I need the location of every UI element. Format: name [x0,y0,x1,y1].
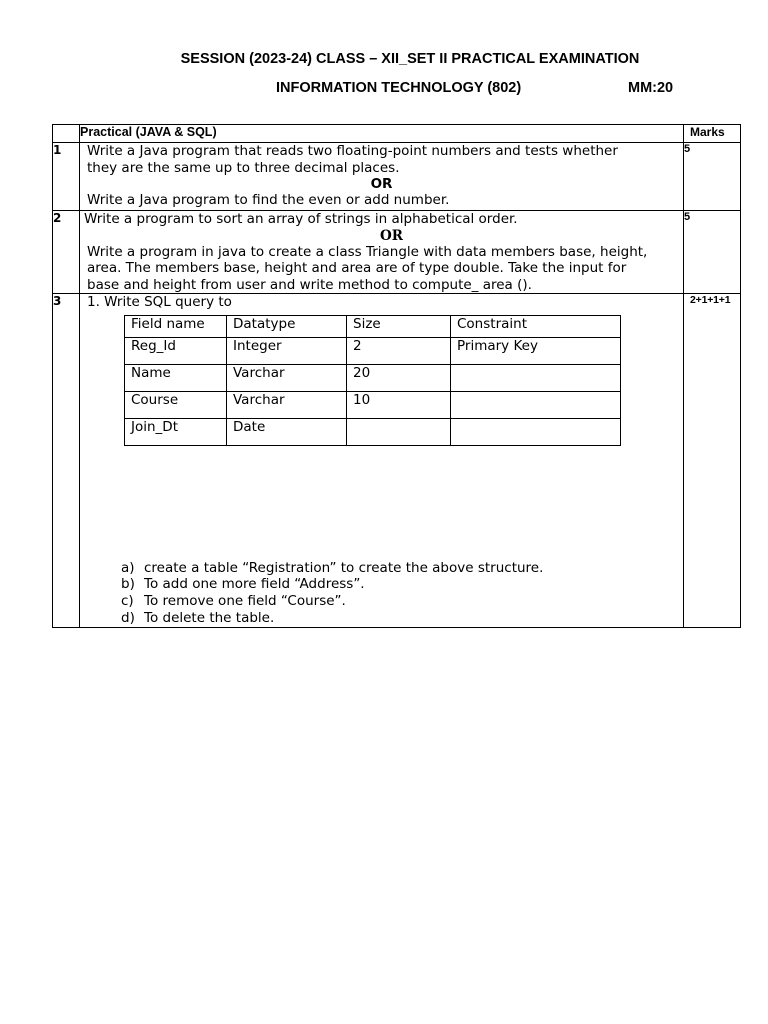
or-separator: OR [380,227,403,244]
sql-structure-table [124,315,621,446]
question-line: Write a program in java to create a class Triangle with data members base, height, [87,243,648,260]
question-row [53,294,741,628]
sql-cell: 2 [347,337,451,364]
sub-question-letter: a) [121,559,135,576]
sql-header-cell: Size [347,315,451,337]
question-table [52,124,741,628]
sql-header-row [125,315,621,337]
sql-row [125,364,621,391]
spacer [80,446,683,560]
header-num-cell [53,125,80,143]
sql-row [125,391,621,418]
question-line: Write a Java program that reads two floating-point numbers and tests whether [87,143,618,159]
question-marks: 2+1+1+1 [684,294,741,628]
sql-cell: 10 [347,391,451,418]
sql-cell [347,418,451,445]
sub-question [121,593,683,610]
sub-question-list [80,560,683,627]
question-line: Write a Java program to find the even or add number. [87,192,450,208]
question-intro: 1. Write SQL query to [87,294,232,310]
question-marks: 5 [684,143,741,211]
sql-cell: 20 [347,364,451,391]
sql-cell: Varchar [227,391,347,418]
sub-question-text: create a table “Registration” to create the above structure. [144,559,544,576]
question-text-cell [80,211,684,294]
question-line: Write a program to sort an array of strings in alphabetical order. [84,211,518,227]
or-separator: OR [370,176,393,192]
sql-cell: Primary Key [451,337,621,364]
sql-cell: Integer [227,337,347,364]
sub-question [121,610,683,627]
sub-question [121,560,683,577]
sql-cell: Reg_Id [125,337,227,364]
question-line: they are the same up to three decimal places. [87,159,400,176]
sub-question [121,576,683,593]
sub-question-letter: c) [121,593,134,610]
sub-question-letter: d) [121,609,135,626]
sql-cell: Name [125,364,227,391]
sub-question-text: To remove one field “Course”. [144,593,346,610]
question-number: 1 [53,143,80,211]
practical-title: Practical (JAVA & SQL) [80,125,684,143]
sql-header-cell: Field name [125,315,227,337]
max-marks: MM:20 [628,80,674,96]
question-row [53,211,741,294]
question-number: 3 [53,294,80,628]
sql-row [125,418,621,445]
sql-header-cell: Datatype [227,315,347,337]
sql-cell [451,364,621,391]
sql-cell [451,391,621,418]
sql-cell: Date [227,418,347,445]
question-text-cell [80,143,684,211]
marks-header: Marks [684,125,741,143]
table-header-row [53,125,741,143]
sql-cell: Varchar [227,364,347,391]
sub-question-text: To add one more field “Address”. [144,576,365,593]
subject-title: INFORMATION TECHNOLOGY (802) [276,80,522,96]
question-number: 2 [53,211,80,294]
question-line: base and height from user and write method to compute_ area (). [87,276,532,293]
sql-header-cell: Constraint [451,315,621,337]
question-marks: 5 [684,211,741,294]
question-row [53,143,741,211]
exam-title: SESSION (2023-24) CLASS – XII_SET II PRACTICAL EXAMINATION [180,51,640,67]
question-line: area. The members base, height and area are of type double. Take the input for [87,260,627,276]
question-text-cell [80,294,684,628]
sub-question-text: To delete the table. [144,609,275,626]
sql-cell [451,418,621,445]
sub-question-letter: b) [121,576,135,593]
sql-cell: Course [125,391,227,418]
sql-row [125,337,621,364]
sql-cell: Join_Dt [125,418,227,445]
